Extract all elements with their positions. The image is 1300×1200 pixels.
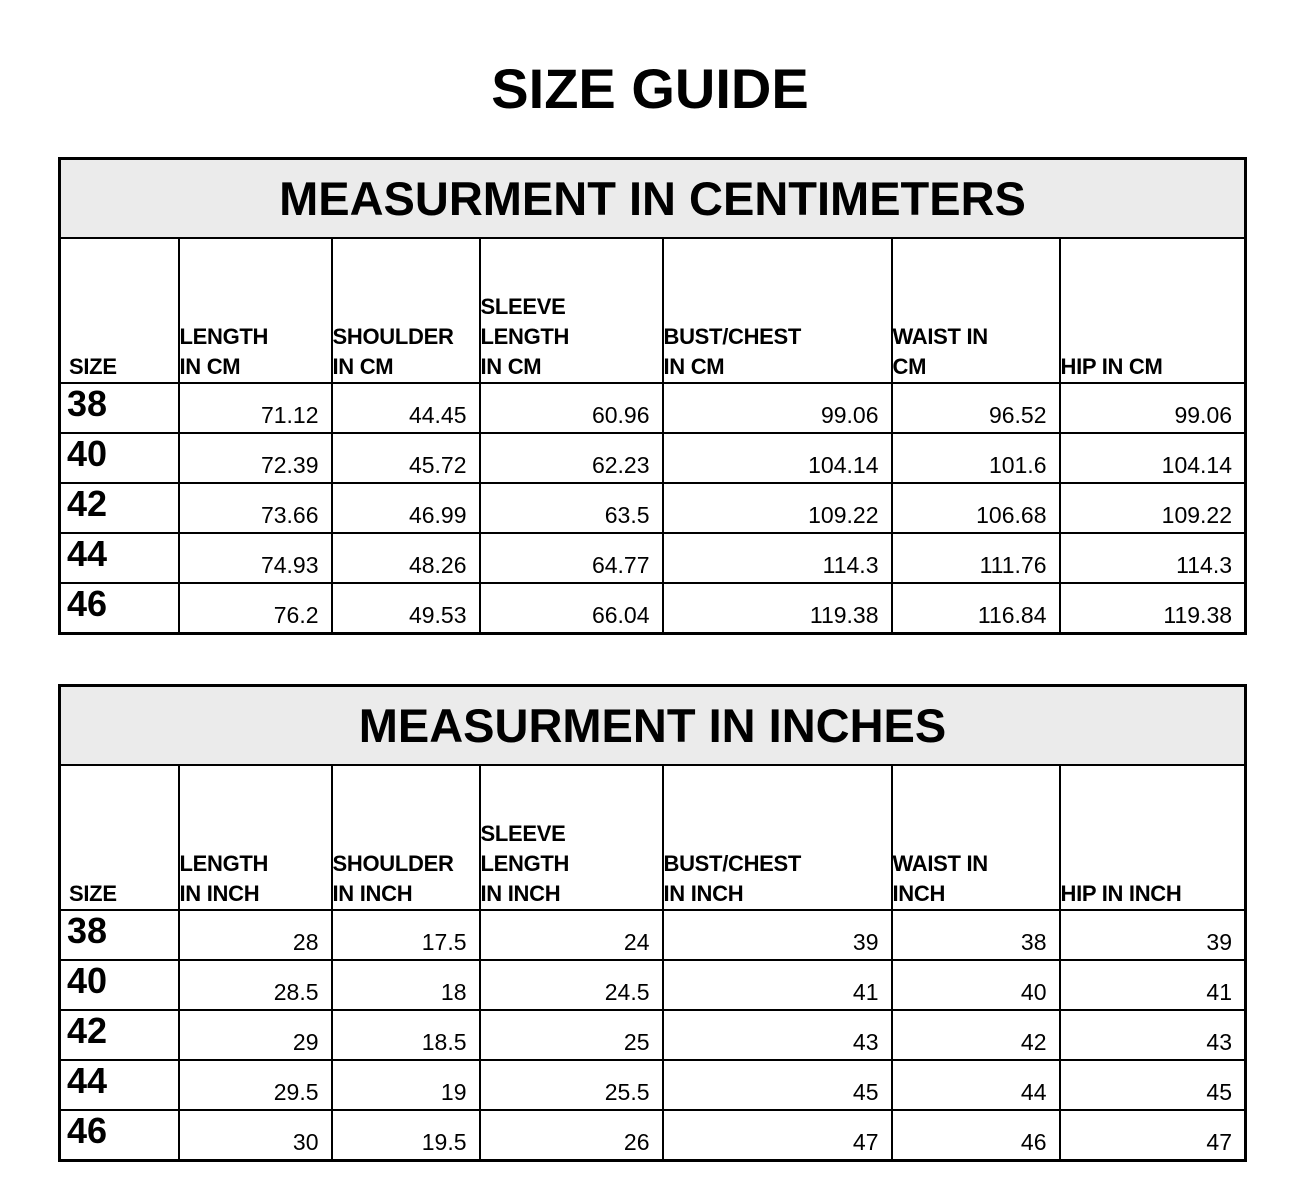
shoulder-cell: 46.99 <box>332 483 480 533</box>
table-row <box>60 1060 1246 1110</box>
waist-cell: 40 <box>892 960 1060 1010</box>
bust-chest-cell: 99.06 <box>663 383 892 433</box>
sleeve-length-cell: 62.23 <box>480 433 663 483</box>
size-cell: 46 <box>60 583 179 634</box>
table-row <box>60 583 1246 634</box>
hip-cell: 119.38 <box>1060 583 1246 634</box>
waist-cell: 96.52 <box>892 383 1060 433</box>
column-header-row <box>60 238 1246 383</box>
table-heading: MEASURMENT IN INCHES <box>60 686 1246 766</box>
column-header-bust-chest: BUST/CHEST IN INCH <box>663 765 892 910</box>
size-cell: 38 <box>60 383 179 433</box>
size-cell: 38 <box>60 910 179 960</box>
length-cell: 74.93 <box>179 533 332 583</box>
waist-cell: 46 <box>892 1110 1060 1161</box>
bust-chest-cell: 109.22 <box>663 483 892 533</box>
table-row <box>60 383 1246 433</box>
size-table-inches <box>58 684 1247 1162</box>
bust-chest-cell: 114.3 <box>663 533 892 583</box>
hip-cell: 45 <box>1060 1060 1246 1110</box>
column-header-shoulder: SHOULDER IN INCH <box>332 765 480 910</box>
column-header-length: LENGTH IN CM <box>179 238 332 383</box>
length-cell: 28 <box>179 910 332 960</box>
size-cell: 40 <box>60 960 179 1010</box>
bust-chest-cell: 41 <box>663 960 892 1010</box>
table-row <box>60 960 1246 1010</box>
column-header-size: SIZE <box>60 765 179 910</box>
column-header-waist: WAIST IN CM <box>892 238 1060 383</box>
bust-chest-cell: 39 <box>663 910 892 960</box>
column-header-hip: HIP IN CM <box>1060 238 1246 383</box>
shoulder-cell: 19 <box>332 1060 480 1110</box>
hip-cell: 43 <box>1060 1010 1246 1060</box>
shoulder-cell: 17.5 <box>332 910 480 960</box>
size-cell: 40 <box>60 433 179 483</box>
bust-chest-cell: 104.14 <box>663 433 892 483</box>
hip-cell: 109.22 <box>1060 483 1246 533</box>
column-header-length: LENGTH IN INCH <box>179 765 332 910</box>
sleeve-length-cell: 26 <box>480 1110 663 1161</box>
shoulder-cell: 44.45 <box>332 383 480 433</box>
sleeve-length-cell: 24.5 <box>480 960 663 1010</box>
size-cell: 44 <box>60 1060 179 1110</box>
sleeve-length-cell: 64.77 <box>480 533 663 583</box>
length-cell: 76.2 <box>179 583 332 634</box>
hip-cell: 114.3 <box>1060 533 1246 583</box>
bust-chest-cell: 119.38 <box>663 583 892 634</box>
sleeve-length-cell: 60.96 <box>480 383 663 433</box>
waist-cell: 106.68 <box>892 483 1060 533</box>
sleeve-length-cell: 63.5 <box>480 483 663 533</box>
bust-chest-cell: 47 <box>663 1110 892 1161</box>
waist-cell: 44 <box>892 1060 1060 1110</box>
column-header-bust-chest: BUST/CHEST IN CM <box>663 238 892 383</box>
bust-chest-cell: 43 <box>663 1010 892 1060</box>
length-cell: 28.5 <box>179 960 332 1010</box>
shoulder-cell: 45.72 <box>332 433 480 483</box>
bust-chest-cell: 45 <box>663 1060 892 1110</box>
hip-cell: 104.14 <box>1060 433 1246 483</box>
table-row <box>60 433 1246 483</box>
hip-cell: 99.06 <box>1060 383 1246 433</box>
hip-cell: 39 <box>1060 910 1246 960</box>
column-header-sleeve-length: SLEEVE LENGTH IN CM <box>480 238 663 383</box>
size-cell: 46 <box>60 1110 179 1161</box>
column-header-row <box>60 765 1246 910</box>
table-row <box>60 483 1246 533</box>
table-row <box>60 1010 1246 1060</box>
table-row <box>60 1110 1246 1161</box>
waist-cell: 116.84 <box>892 583 1060 634</box>
hip-cell: 47 <box>1060 1110 1246 1161</box>
sleeve-length-cell: 66.04 <box>480 583 663 634</box>
length-cell: 71.12 <box>179 383 332 433</box>
size-cell: 44 <box>60 533 179 583</box>
waist-cell: 38 <box>892 910 1060 960</box>
column-header-sleeve-length: SLEEVE LENGTH IN INCH <box>480 765 663 910</box>
hip-cell: 41 <box>1060 960 1246 1010</box>
size-cell: 42 <box>60 483 179 533</box>
column-header-size: SIZE <box>60 238 179 383</box>
table-row <box>60 910 1246 960</box>
column-header-hip: HIP IN INCH <box>1060 765 1246 910</box>
shoulder-cell: 49.53 <box>332 583 480 634</box>
shoulder-cell: 19.5 <box>332 1110 480 1161</box>
shoulder-cell: 18 <box>332 960 480 1010</box>
page-title: SIZE GUIDE <box>491 57 809 120</box>
table-row <box>60 533 1246 583</box>
sleeve-length-cell: 24 <box>480 910 663 960</box>
shoulder-cell: 18.5 <box>332 1010 480 1060</box>
length-cell: 29 <box>179 1010 332 1060</box>
table-heading: MEASURMENT IN CENTIMETERS <box>60 159 1246 239</box>
column-header-waist: WAIST IN INCH <box>892 765 1060 910</box>
length-cell: 73.66 <box>179 483 332 533</box>
waist-cell: 42 <box>892 1010 1060 1060</box>
length-cell: 72.39 <box>179 433 332 483</box>
sleeve-length-cell: 25 <box>480 1010 663 1060</box>
sleeve-length-cell: 25.5 <box>480 1060 663 1110</box>
size-table-centimeters <box>58 157 1247 635</box>
waist-cell: 101.6 <box>892 433 1060 483</box>
waist-cell: 111.76 <box>892 533 1060 583</box>
length-cell: 29.5 <box>179 1060 332 1110</box>
length-cell: 30 <box>179 1110 332 1161</box>
size-cell: 42 <box>60 1010 179 1060</box>
column-header-shoulder: SHOULDER IN CM <box>332 238 480 383</box>
shoulder-cell: 48.26 <box>332 533 480 583</box>
